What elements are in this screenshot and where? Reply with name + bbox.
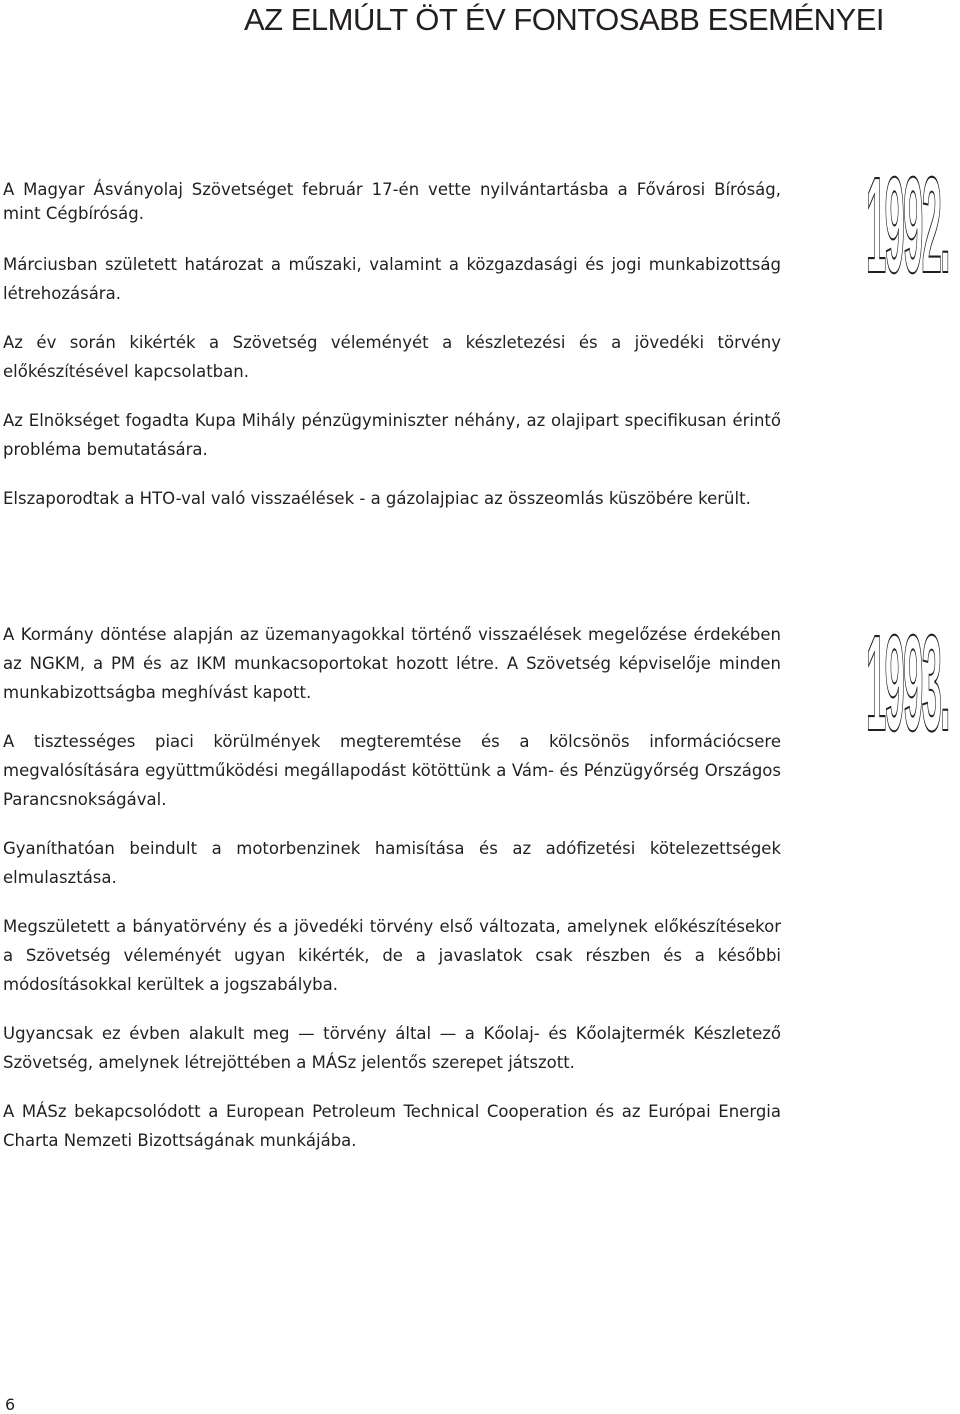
paragraph: Az év során kikérték a Szövetség véleményét a készletezési és a jövedéki törvény előkészítésével kapcsolatban.: [3, 333, 781, 381]
paragraph: Elszaporodtak a HTO-val való visszaélések - a gázolajpiac az összeomlás küszöbére került.: [3, 489, 751, 508]
page-title: AZ ELMÚLT ÖT ÉV FONTOSABB ESEMÉNYEI: [244, 2, 884, 37]
paragraph: A tisztességes piaci körülmények megteremtése és a kölcsönös információcsere megvalósítására együttműködési megállapodást kötöttünk a Vám- és Pénzügyőrség Országos Parancsnokságával.: [3, 732, 781, 809]
paragraph: Az Elnökséget fogadta Kupa Mihály pénzügyminiszter néhány, az olajipart specifikusan érintő probléma bemutatására.: [3, 411, 781, 459]
paragraph: A Kormány döntése alapján az üzemanyagokkal történő visszaélések megelőzése érdekében az NGKM, a PM és az IKM munkacsoportokat hozott létre. A Szövetség képviselője minden munkabizottságba meghívást kapott.: [3, 625, 781, 702]
paragraph: Megszületett a bányatörvény és a jövedéki törvény első változata, amelynek előkészítésekor a Szövetség véleményét ugyan kikérték, de a javaslatok csak részben és a későbbi módosításokkal kerültek a jogszabályba.: [3, 917, 781, 994]
year-heading-1992: 1992.: [866, 148, 949, 302]
year-heading-1993: 1993.: [866, 606, 949, 760]
paragraph: A MÁSz bekapcsolódott a European Petroleum Technical Cooperation és az Európai Energia Charta Nemzeti Bizottságának munkájába.: [3, 1102, 781, 1150]
paragraph: A Magyar Ásványolaj Szövetséget február 17-én vette nyilvántartásba a Fővárosi Bíróság, mint Cégbíróság.: [3, 180, 781, 223]
section-1993: [3, 620, 781, 1155]
paragraph: Gyaníthatóan beindult a motorbenzinek hamisítása és az adófizetési kötelezettségek elmulasztása.: [3, 839, 781, 887]
paragraph: Ugyancsak ez évben alakult meg — törvény által — a Kőolaj- és Kőolajtermék Készletező Szövetség, amelynek létrejöttében a MÁSz jelentős szerepet játszott.: [3, 1024, 781, 1072]
paragraph: Márciusban született határozat a műszaki, valamint a közgazdasági és jogi munkabizottság létrehozására.: [3, 255, 781, 303]
page-number: 6: [5, 1395, 16, 1414]
section-1992: [3, 178, 781, 513]
